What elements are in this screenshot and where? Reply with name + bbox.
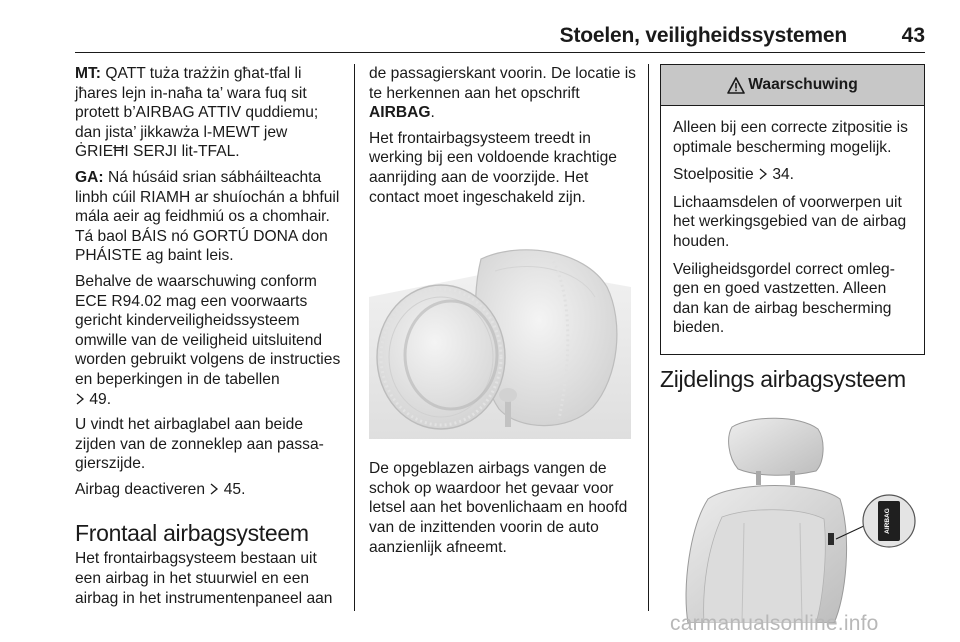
column-left (75, 64, 343, 614)
paragraph-continuation (369, 64, 639, 123)
paragraph-ece (75, 272, 343, 409)
text-deactivate: Airbag deactiveren (75, 480, 206, 498)
column-divider-left (354, 64, 355, 611)
column-middle (369, 64, 639, 563)
paragraph-deactivate (75, 480, 343, 500)
side-airbag-seat-illustration (660, 407, 925, 623)
text-ece: Behalve de waarschuwing conform ECE R94.02 mag een voorwaarts gericht kinderveiligheidssysteem omwille van de veiligheid uitsluitend worden gebruikt volgens de instructies en beperkingen in de tabellen (75, 272, 341, 388)
warning-text-3: Lichaamsdelen of voorwerpen uit het werkingsgebied van de airbag houden. (673, 193, 907, 250)
warning-triangle-icon (727, 77, 745, 94)
warning-text-4: Veiligheidsgordel correct omleggen en goed vastzetten. Alleen dan kan de airbag bescherming bieden. (673, 260, 895, 337)
reference-page-49[interactable]: 49. (89, 390, 112, 408)
reference-page-45[interactable]: 45. (223, 480, 246, 498)
warning-box (660, 64, 925, 355)
page-header (75, 0, 925, 53)
warning-body (661, 106, 924, 354)
text-maltese: QATT tuża trażżin għat-tfal li jħares lejn in-naħa ta’ wara fuq sit protett b’AIRBAG ATTIV quddiemu; dan jista’ jikkawża l-MEWT jew ĠRIEĦI SERJI lit-TFAL. (75, 65, 319, 161)
column-right (660, 64, 925, 623)
heading-side-airbag: Zijdelings airbagsysteem (660, 365, 906, 392)
paragraph-trigger: Het frontairbagsysteem treedt in werking bij een voldoende krachtige aanrijding aan de voorzijde. Het contact moet ingeschakeld zijn. (369, 129, 617, 206)
page-number: 43 (901, 24, 925, 47)
language-label-ga: GA: (75, 168, 104, 186)
text-seat-position: Stoelpositie (673, 166, 754, 184)
page-reference-arrow-icon (209, 483, 219, 495)
paragraph-maltese (75, 64, 343, 162)
paragraph-front-airbag: Het frontairbagsysteem bestaan uit een airbag in het stuurwiel en een airbag in het instrumentenpaneel aan (75, 550, 333, 607)
column-divider-right (648, 64, 649, 611)
seat-airbag-label: AIRBAG (884, 508, 891, 534)
paragraph-irish (75, 168, 343, 266)
warning-title: Waarschuwing (748, 76, 858, 94)
warning-header (661, 65, 924, 106)
watermark: carmanualsonline.info (670, 612, 879, 635)
warning-text-2 (673, 165, 914, 185)
front-airbag-illustration (369, 227, 631, 439)
paragraph-airbag-effect: De opgeblazen airbags vangen de schok op waardoor het gevaar voor letsel aan het bovenlichaam en hoofd van de inzittenden voorin de auto aanzienlijk afneemt. (369, 460, 628, 556)
text-irish: Ná húsáid srian sábháilteachta linbh cúil RIAMH ar shuíochán a bhfuil mála aeir ag feidhmiú os a chomhair. Tá baol BÁIS nó GORTÚ DONA don PHÁISTE ag baint leis. (75, 168, 340, 265)
header-rule (75, 52, 925, 53)
heading-front-airbag: Frontaal airbagsysteem (75, 520, 309, 547)
airbag-label-word: AIRBAG (369, 104, 431, 122)
warning-text-1: Alleen bij een correcte zitpositie is optimale bescherming mogelijk. (673, 119, 908, 156)
page-reference-arrow-icon (75, 393, 85, 405)
page-title: Stoelen, veiligheidssystemen (559, 24, 847, 47)
paragraph-label: U vindt het airbaglabel aan beide zijden van de zonneklep aan passagierszijde. (75, 416, 324, 473)
reference-page-34[interactable]: 34. (772, 166, 794, 184)
text-continuation: de passagierskant voorin. De locatie is te herkennen aan het opschrift (369, 65, 636, 102)
language-label-mt: MT: (75, 65, 101, 82)
page-reference-arrow-icon (758, 168, 768, 180)
text-period: . (430, 104, 435, 122)
